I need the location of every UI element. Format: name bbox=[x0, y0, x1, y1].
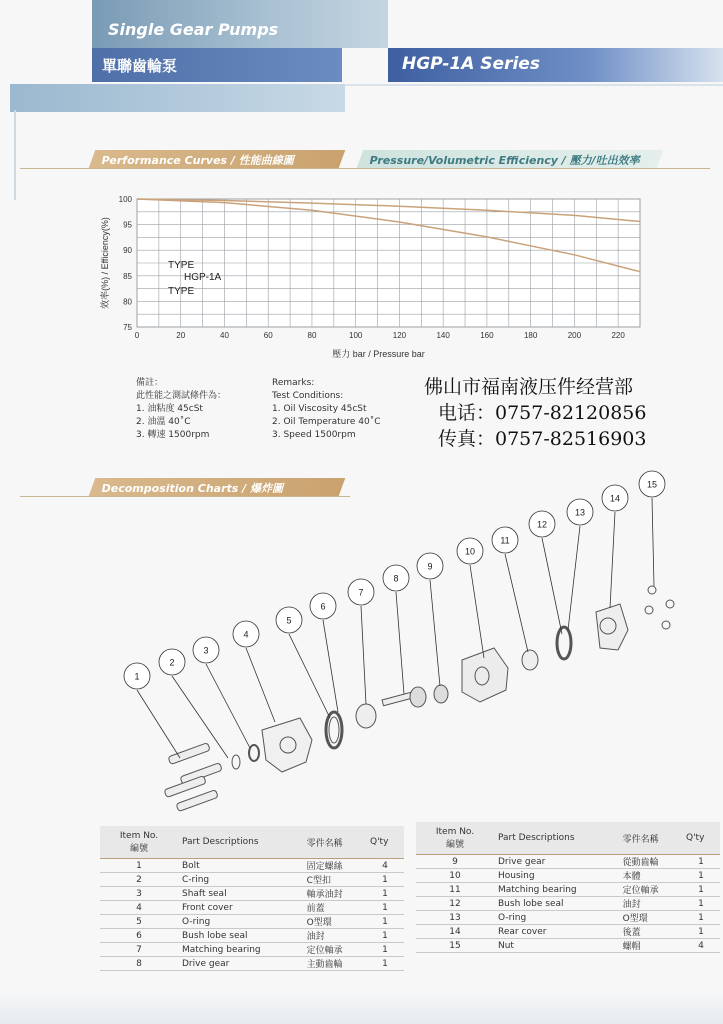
table-row bbox=[100, 873, 404, 887]
callout-leader bbox=[137, 690, 180, 758]
part-desc-cell: Bush lobe seal bbox=[494, 897, 619, 911]
callout-group bbox=[124, 471, 665, 758]
dealer-phone: 电话：0757-82120856 bbox=[438, 402, 647, 424]
item-no-cell: 14 bbox=[416, 925, 494, 939]
x-tick-label: 20 bbox=[176, 331, 186, 340]
qty-cell: 1 bbox=[682, 897, 720, 911]
qty-cell: 4 bbox=[366, 859, 404, 873]
x-tick-label: 220 bbox=[611, 331, 625, 340]
callout-leader bbox=[289, 634, 330, 718]
matching-bearing-rear bbox=[522, 650, 538, 670]
callout-leader bbox=[430, 580, 440, 686]
x-tick-label: 200 bbox=[567, 331, 582, 340]
qty-cell: 1 bbox=[682, 911, 720, 925]
part-name-cn-cell: O型環 bbox=[619, 911, 682, 925]
item-no-cell: 15 bbox=[416, 939, 494, 953]
callout-leader bbox=[542, 538, 562, 634]
part-name-cn-cell: 油封 bbox=[619, 897, 682, 911]
qty-cell: 1 bbox=[682, 855, 720, 869]
table-row bbox=[416, 911, 720, 925]
x-tick-label: 80 bbox=[307, 331, 317, 340]
x-tick-label: 140 bbox=[436, 331, 450, 340]
part-name-cn-cell: O型環 bbox=[303, 915, 366, 929]
dealer-name: 佛山市福南液压件经营部 bbox=[424, 376, 634, 398]
part-desc-cell: Housing bbox=[494, 869, 619, 883]
callout-number: 8 bbox=[393, 573, 399, 584]
qty-cell: 1 bbox=[366, 887, 404, 901]
col-item-label: Item No. bbox=[435, 826, 475, 837]
part-name-cn-cell: 固定螺絲 bbox=[303, 859, 366, 873]
parts-drawing bbox=[164, 586, 674, 812]
callout-number: 2 bbox=[169, 657, 175, 668]
qty-cell: 1 bbox=[366, 929, 404, 943]
x-tick-label: 120 bbox=[392, 331, 407, 340]
table-row bbox=[100, 859, 404, 873]
remarks-cn-line: 1. 油粘度 45cSt bbox=[136, 404, 203, 414]
callout-number: 5 bbox=[286, 615, 292, 626]
table-row bbox=[100, 957, 404, 971]
callout-number: 12 bbox=[536, 519, 548, 530]
callout-number: 7 bbox=[358, 587, 364, 598]
performance-heading: Performance Curves / 性能曲線圖 bbox=[101, 154, 294, 167]
part-name-cn-cell: 前蓋 bbox=[303, 901, 366, 915]
housing bbox=[462, 648, 508, 702]
col-item bbox=[416, 822, 494, 855]
part-name-cn-cell: 本體 bbox=[619, 869, 682, 883]
table-row bbox=[100, 915, 404, 929]
bolts bbox=[164, 743, 222, 812]
remarks-en-line: Remarks: bbox=[272, 378, 315, 388]
y-tick-label: 90 bbox=[123, 246, 132, 256]
x-tick-label: 100 bbox=[349, 331, 363, 340]
callout-leader bbox=[246, 648, 275, 722]
table-row bbox=[416, 925, 720, 939]
shaft-seal bbox=[249, 745, 259, 761]
table-row bbox=[416, 883, 720, 897]
part-name-cn-cell: 螺帽 bbox=[619, 939, 682, 953]
drive-gear-shaft bbox=[382, 692, 414, 706]
item-no-cell: 2 bbox=[100, 873, 178, 887]
item-no-cell: 8 bbox=[100, 957, 178, 971]
table-header bbox=[100, 826, 404, 859]
callout-number: 4 bbox=[243, 629, 249, 640]
qty-cell: 1 bbox=[682, 869, 720, 883]
remarks-en-line: 2. Oil Temperature 40˚C bbox=[272, 417, 381, 427]
callout-leader bbox=[505, 554, 528, 652]
table-row bbox=[416, 869, 720, 883]
remarks-en-line: Test Conditions: bbox=[272, 391, 344, 401]
remarks-en-line: 3. Speed 1500rpm bbox=[272, 430, 356, 440]
qty-cell: 1 bbox=[366, 957, 404, 971]
y-axis-label: 效率(%) / Efficiency(%) bbox=[100, 217, 110, 309]
callout-leader bbox=[568, 526, 580, 630]
remarks-cn-line: 2. 油溫 40˚C bbox=[136, 417, 191, 427]
callout-number: 3 bbox=[203, 645, 209, 656]
y-tick-label: 75 bbox=[123, 323, 132, 332]
x-tick-label: 60 bbox=[263, 331, 273, 340]
col-name-cn: 零件名稱 bbox=[303, 826, 366, 859]
callout-number: 15 bbox=[646, 479, 658, 490]
chart-annotation: TYPE bbox=[168, 286, 195, 297]
part-desc-cell: Rear cover bbox=[494, 925, 619, 939]
table-row bbox=[100, 929, 404, 943]
item-no-cell: 5 bbox=[100, 915, 178, 929]
y-tick-label: 80 bbox=[123, 297, 132, 307]
decomposition-heading: Decomposition Charts / 爆炸圖 bbox=[101, 482, 284, 495]
callout-leader bbox=[361, 606, 366, 704]
col-item bbox=[100, 826, 178, 859]
parts-table-left bbox=[100, 826, 404, 971]
part-name-cn-cell: 定位軸承 bbox=[303, 943, 366, 957]
qty-cell: 1 bbox=[682, 883, 720, 897]
callout-number: 11 bbox=[500, 535, 510, 546]
col-item-label-cn: 編號 bbox=[445, 839, 464, 850]
x-tick-label: 160 bbox=[480, 331, 494, 340]
item-no-cell: 6 bbox=[100, 929, 178, 943]
callout-number: 9 bbox=[427, 561, 433, 572]
x-tick-label: 40 bbox=[220, 331, 229, 340]
table-body-right bbox=[416, 855, 720, 953]
table-row bbox=[416, 855, 720, 869]
driven-gear bbox=[434, 685, 448, 703]
item-no-cell: 10 bbox=[416, 869, 494, 883]
remarks-cn-line: 3. 轉速 1500rpm bbox=[136, 430, 210, 440]
callout-number: 1 bbox=[134, 671, 140, 682]
col-item-label: Item No. bbox=[119, 830, 159, 841]
x-tick-label: 180 bbox=[523, 331, 538, 340]
part-name-cn-cell: 定位軸承 bbox=[619, 883, 682, 897]
part-name-cn-cell: 主動齒輪 bbox=[303, 957, 366, 971]
item-no-cell: 11 bbox=[416, 883, 494, 897]
remarks-cn-line: 備註： bbox=[136, 378, 164, 388]
part-desc-cell: O-ring bbox=[178, 915, 303, 929]
chart-annotation: HGP-1A bbox=[184, 272, 222, 283]
matching-bearing bbox=[356, 704, 376, 728]
y-tick-label: 85 bbox=[123, 271, 132, 281]
part-name-cn-cell: C型扣 bbox=[303, 873, 366, 887]
page-title-cn: 單聯齒輪泵 bbox=[102, 57, 178, 75]
part-desc-cell: Bush lobe seal bbox=[178, 929, 303, 943]
qty-cell: 1 bbox=[366, 943, 404, 957]
callout-leader bbox=[396, 592, 404, 694]
page-footer bbox=[0, 990, 723, 1024]
part-desc-cell: C-ring bbox=[178, 873, 303, 887]
part-name-cn-cell: 油封 bbox=[303, 929, 366, 943]
part-desc-cell: Front cover bbox=[178, 901, 303, 915]
chart-annotation: TYPE bbox=[168, 260, 195, 271]
callout-leader bbox=[610, 512, 615, 608]
part-desc-cell: Drive gear bbox=[494, 855, 619, 869]
table-header bbox=[416, 822, 720, 855]
qty-cell: 1 bbox=[366, 901, 404, 915]
part-desc-cell: O-ring bbox=[494, 911, 619, 925]
y-tick-label: 95 bbox=[123, 220, 132, 230]
item-no-cell: 12 bbox=[416, 897, 494, 911]
callout-number: 13 bbox=[574, 507, 586, 518]
front-cover bbox=[262, 718, 312, 772]
c-ring bbox=[232, 755, 240, 769]
part-desc-cell: Matching bearing bbox=[178, 943, 303, 957]
rear-cover bbox=[596, 604, 628, 650]
table-row bbox=[416, 897, 720, 911]
item-no-cell: 3 bbox=[100, 887, 178, 901]
remarks-en-line: 1. Oil Viscosity 45cSt bbox=[272, 404, 367, 414]
callout-leader bbox=[652, 498, 654, 586]
callout-leader bbox=[470, 565, 484, 658]
dealer-fax: 传真：0757-82516903 bbox=[438, 428, 647, 450]
table-row bbox=[416, 939, 720, 953]
qty-cell: 4 bbox=[682, 939, 720, 953]
callout-number: 6 bbox=[320, 601, 326, 612]
item-no-cell: 9 bbox=[416, 855, 494, 869]
page-title: Single Gear Pumps bbox=[108, 20, 279, 39]
remarks-cn-line: 此性能之測試條件為： bbox=[136, 391, 227, 401]
part-name-cn-cell: 從動齒輪 bbox=[619, 855, 682, 869]
qty-cell: 1 bbox=[366, 915, 404, 929]
qty-cell: 1 bbox=[682, 925, 720, 939]
col-desc: Part Descriptions bbox=[178, 826, 303, 859]
efficiency-heading: Pressure/Volumetric Efficiency / 壓力/吐出效率 bbox=[369, 154, 640, 167]
callout-leader bbox=[323, 620, 338, 712]
part-desc-cell: Bolt bbox=[178, 859, 303, 873]
item-no-cell: 4 bbox=[100, 901, 178, 915]
item-no-cell: 1 bbox=[100, 859, 178, 873]
col-qty: Q'ty bbox=[366, 826, 404, 859]
parts-table-right bbox=[416, 822, 720, 953]
part-desc-cell: Matching bearing bbox=[494, 883, 619, 897]
y-tick-label: 100 bbox=[118, 195, 132, 204]
table-row bbox=[100, 887, 404, 901]
part-desc-cell: Nut bbox=[494, 939, 619, 953]
part-name-cn-cell: 軸承油封 bbox=[303, 887, 366, 901]
callout-number: 10 bbox=[464, 546, 476, 557]
rear-o-ring bbox=[557, 627, 571, 659]
nuts bbox=[645, 586, 674, 629]
x-axis-label: 壓力 bar / Pressure bar bbox=[332, 349, 425, 359]
col-name-cn: 零件名稱 bbox=[619, 822, 682, 855]
callout-number: 14 bbox=[609, 493, 621, 504]
col-item-label-cn: 編號 bbox=[129, 843, 148, 854]
table-row bbox=[100, 943, 404, 957]
table-row bbox=[100, 901, 404, 915]
col-desc: Part Descriptions bbox=[494, 822, 619, 855]
qty-cell: 1 bbox=[366, 873, 404, 887]
col-qty: Q'ty bbox=[682, 822, 720, 855]
x-tick-label: 0 bbox=[134, 331, 140, 340]
part-desc-cell: Shaft seal bbox=[178, 887, 303, 901]
part-desc-cell: Drive gear bbox=[178, 957, 303, 971]
item-no-cell: 7 bbox=[100, 943, 178, 957]
part-name-cn-cell: 後蓋 bbox=[619, 925, 682, 939]
item-no-cell: 13 bbox=[416, 911, 494, 925]
table-body-left bbox=[100, 859, 404, 971]
series-title: HGP-1A Series bbox=[402, 54, 540, 74]
